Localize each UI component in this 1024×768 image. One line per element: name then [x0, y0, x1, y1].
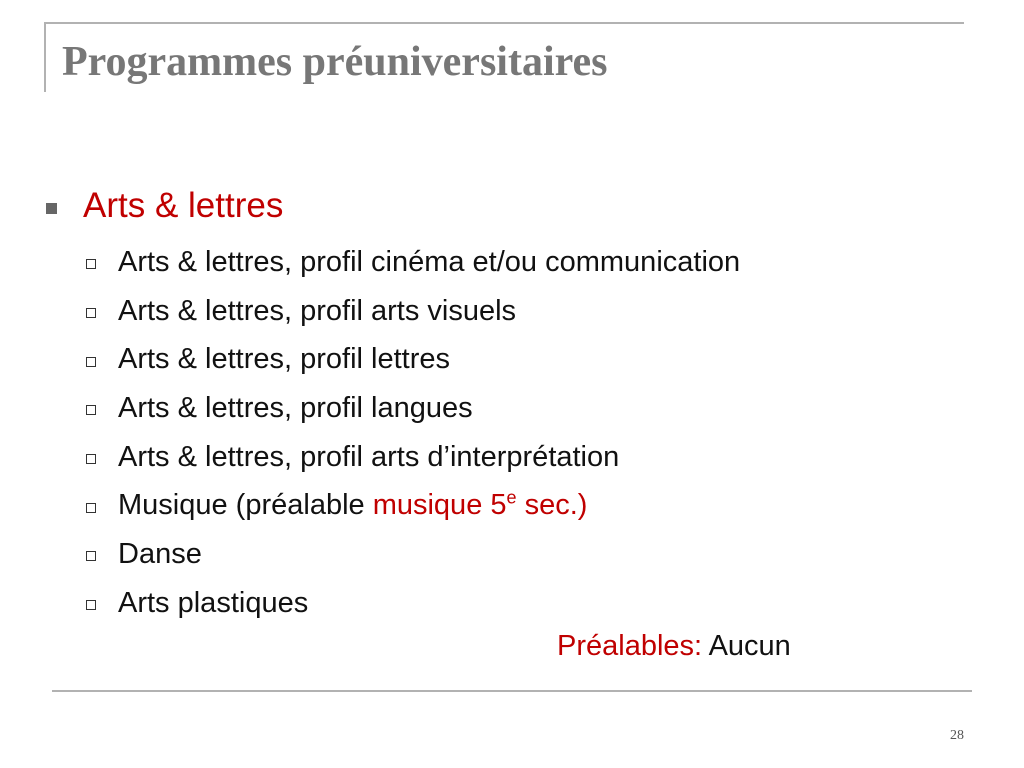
list-item [86, 287, 740, 336]
bottom-rule [52, 690, 972, 692]
frame-top-rule [44, 22, 964, 24]
list-item-text: Arts & lettres, profil cinéma et/ou communication [118, 245, 741, 278]
list-item [86, 238, 740, 287]
main-bullet [46, 186, 283, 226]
musique-highlight: musique 5 [372, 489, 507, 522]
list-item-text: Arts & lettres, profil langues [118, 391, 473, 424]
list-item-text: Arts plastiques [118, 586, 309, 619]
list-item [86, 530, 740, 579]
hollow-square-bullet-icon [86, 551, 96, 561]
musique-prefix: Musique (préalable [118, 489, 373, 522]
page-number: 28 [950, 728, 964, 743]
prerequisites-line [557, 630, 791, 663]
list-item-text: Danse [118, 537, 202, 570]
list-item-text: Arts & lettres, profil arts d’interprétation [118, 440, 620, 473]
hollow-square-bullet-icon [86, 357, 96, 367]
musique-superscript: e [506, 487, 517, 508]
musique-suffix: sec.) [516, 489, 588, 522]
hollow-square-bullet-icon [86, 503, 96, 513]
list-item-text [118, 489, 587, 522]
musique-requirement [373, 489, 588, 521]
square-bullet-icon [46, 203, 57, 214]
hollow-square-bullet-icon [86, 454, 96, 464]
main-bullet-text: Arts & lettres [83, 186, 284, 225]
list-item-musique [86, 481, 740, 530]
list-item [86, 335, 740, 384]
list-item-text: Arts & lettres, profil lettres [118, 343, 450, 376]
prerequisites-label: Préalables: [557, 630, 703, 662]
prerequisites-value: Aucun [708, 630, 791, 662]
sub-bullet-list [86, 238, 740, 628]
list-item [86, 384, 740, 433]
list-item [86, 433, 740, 482]
list-item [86, 579, 740, 628]
hollow-square-bullet-icon [86, 259, 96, 269]
frame-left-rule [44, 22, 46, 92]
slide-title: Programmes préuniversitaires [62, 39, 608, 85]
list-item-text: Arts & lettres, profil arts visuels [118, 294, 517, 327]
hollow-square-bullet-icon [86, 308, 96, 318]
hollow-square-bullet-icon [86, 600, 96, 610]
hollow-square-bullet-icon [86, 405, 96, 415]
